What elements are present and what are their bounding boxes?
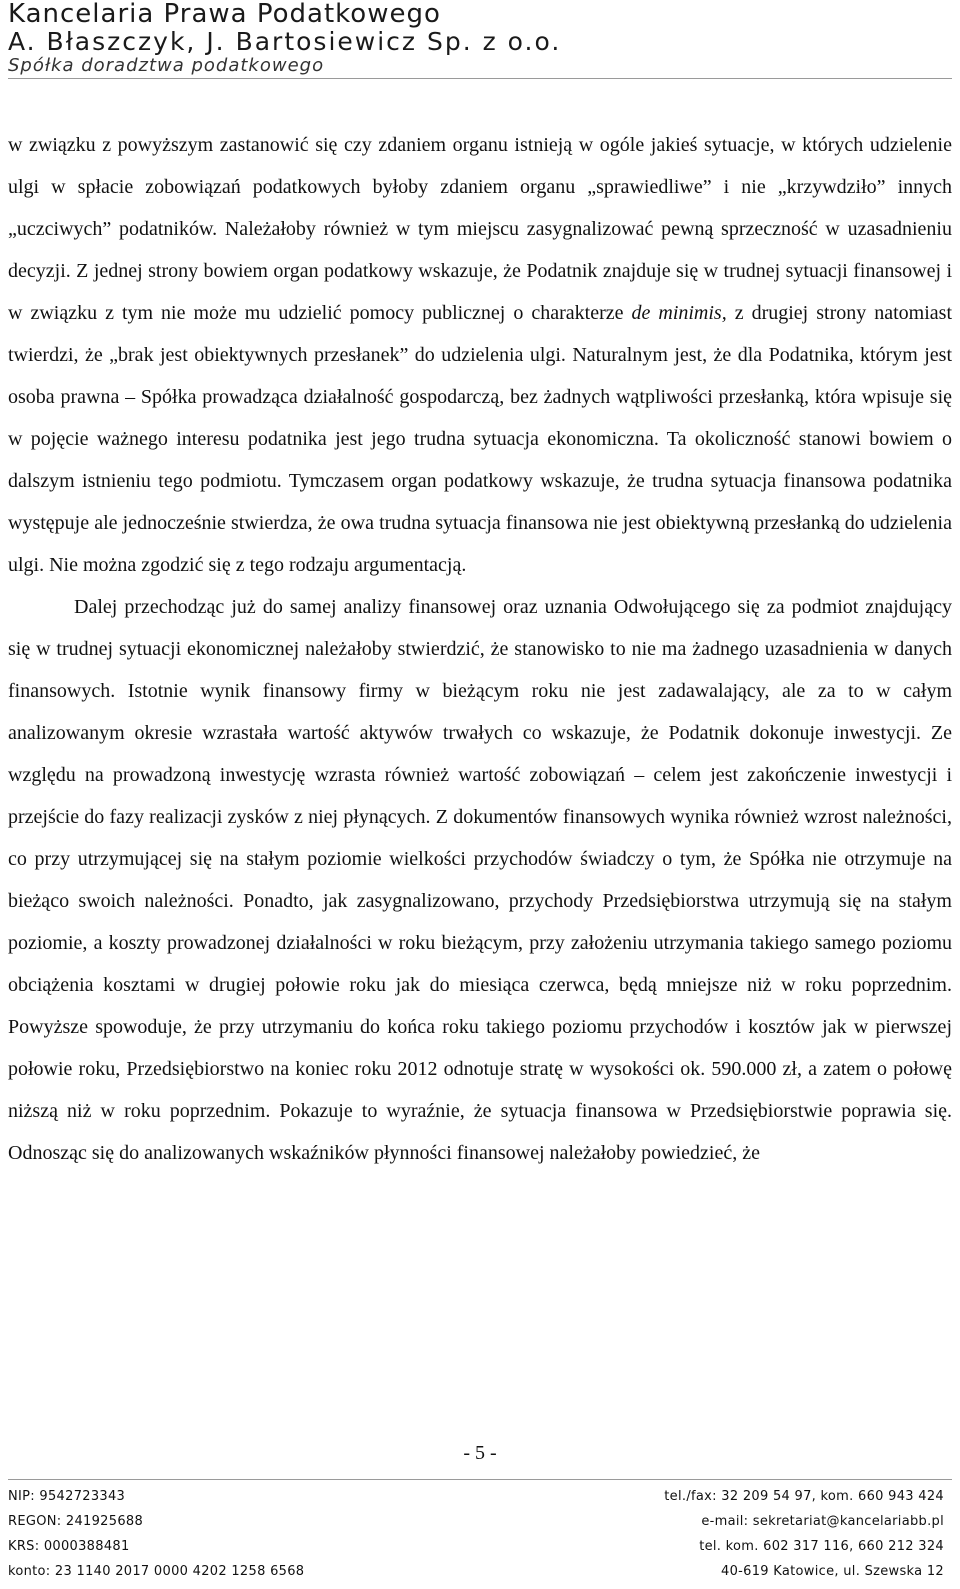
footer-regon: REGON: 241925688 xyxy=(8,1514,144,1529)
paragraph-1-text-b: z drugiej strony natomiast twierdzi, że „brak jest obiektywnych przesłanek” do udzielenia ulgi. Naturalnym jest, że dla Podatnika, którym jest osoba prawna – Spółka prowadząca działalność gospodarczą, bez żadnych wątpliwości przesłanką, która wpisuje się w pojęcie ważnego interesu podatnika jest jego trudna sytuacja ekonomiczna. Ta okoliczność stanowi bowiem o dalszym istnieniu tego podmiotu. Tymczasem organ podatkowy wskazuje, że trudna sytuacja finansowa podatnika występuje ale jednocześnie stwierdza, że owa trudna sytuacja finansowa nie jest obiektywną przesłanką do udzielenia ulgi. Nie można zgodzić się z tego rodzaju argumentacją. xyxy=(8,302,952,576)
page-number: - 5 - xyxy=(463,1442,497,1464)
paragraph-1 xyxy=(8,124,952,586)
header-divider xyxy=(8,78,952,79)
firm-partners: A. Błaszczyk, J. Bartosiewicz Sp. z o.o. xyxy=(8,27,562,56)
footer-nip: NIP: 9542723343 xyxy=(8,1489,126,1504)
paragraph-2: Dalej przechodząc już do samej analizy finansowej oraz uznania Odwołującego się za podmiot znajdujący się w trudnej sytuacji ekonomicznej należałoby stwierdzić, że stanowisko to nie ma żadnego uzasadnienia w danych finansowych. Istotnie wynik finansowy firmy w bieżącym roku nie jest zadawalający, ale za to w całym analizowanym okresie wzrastała wartość aktywów trwałych co wskazuje, że Podatnik dokonuje inwestycji. Ze względu na prowadzoną inwestycję wzrasta również wartość zobowiązań – celem jest zakończenie inwestycji i przejście do fazy realizacji zysków z niej płynących. Z dokumentów finansowych wynika również wzrost należności, co przy utrzymującej się na stałym poziomie wielkości przychodów świadczy o tym, że Spółka nie otrzymuje na bieżąco swoich należności. Ponadto, jak zasygnalizowano, przychody Przedsiębiorstwa utrzymują się na stałym poziomie, a koszty prowadzonej działalności w roku bieżącym, przy założeniu utrzymania takiego samego poziomu obciążenia kosztami w drugiej połowie roku jak do miesiąca czerwca, będą mniejsze niż w roku poprzednim. Powyższe spowoduje, że przy utrzymaniu do końca roku takiego poziomu przychodów i kosztów jak w pierwszej połowie roku, Przedsiębiorstwo na koniec roku 2012 odnotuje stratę w wysokości ok. 590.000 zł, a zatem o połowę niższą niż w roku poprzednim. Pokazuje to wyraźnie, że sytuacja finansowa w Przedsiębiorstwie poprawia się. Odnosząc się do analizowanych wskaźników płynności finansowej należałoby powiedzieć, że xyxy=(8,596,952,1164)
footer-company-ids xyxy=(8,1484,304,1584)
footer-divider xyxy=(8,1479,952,1480)
letterhead xyxy=(8,0,561,76)
footer-contact xyxy=(664,1484,944,1584)
document-body xyxy=(8,124,952,1174)
paragraph-1-italic: de minimis, xyxy=(631,302,727,324)
footer-bank-account: konto: 23 1140 2017 0000 4202 1258 6568 xyxy=(8,1564,305,1579)
footer-mobile: tel. kom. 602 317 116, 660 212 324 xyxy=(699,1539,944,1554)
footer-krs: KRS: 0000388481 xyxy=(8,1539,130,1554)
firm-name: Kancelaria Prawa Podatkowego xyxy=(8,0,441,29)
footer-address: 40-619 Katowice, ul. Szewska 12 xyxy=(721,1564,944,1579)
paragraph-1-text-a: w związku z powyższym zastanowić się czy zdaniem organu istnieją w ogóle jakieś sytuacje, w których udzielenie ulgi w spłacie zobowiązań podatkowych byłoby zdaniem organu „sprawiedliwe” i nie „krzywdziło” innych „uczciwych” podatników. Należałoby również w tym miejscu zasygnalizować pewną sprzeczność w uzasadnieniu decyzji. Z jednej strony bowiem organ podatkowy wskazuje, że Podatnik znajduje się w trudnej sytuacji finansowej i w związku z tym nie może mu udzielić pomocy publicznej o charakterze xyxy=(8,134,952,324)
footer-phone-fax: tel./fax: 32 209 54 97, kom. 660 943 424 xyxy=(664,1489,944,1504)
firm-description: Spółka doradztwa podatkowego xyxy=(8,55,325,76)
footer-email: e-mail: sekretariat@kancelariabb.pl xyxy=(701,1514,944,1529)
